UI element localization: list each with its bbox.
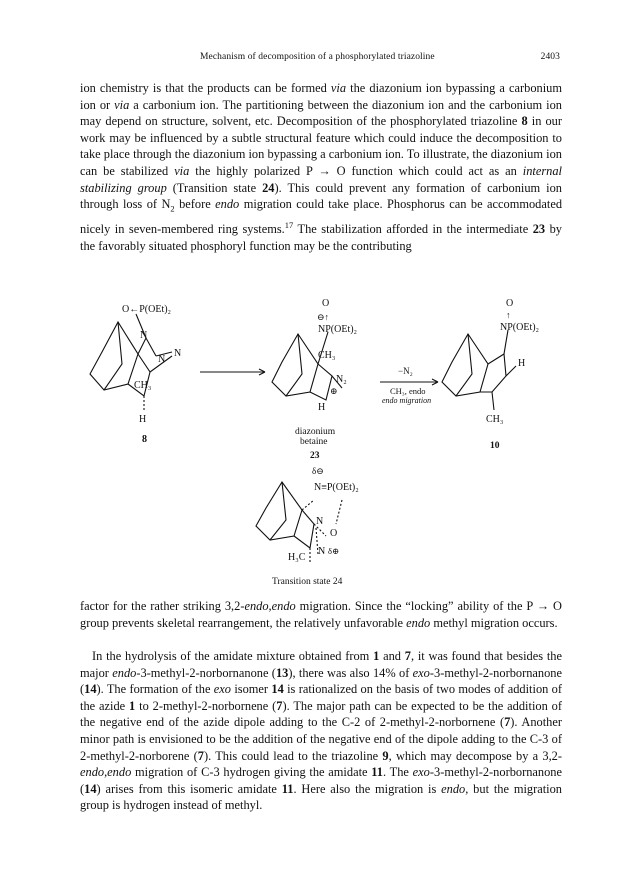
i23-caption-1: diazonium (295, 427, 336, 437)
paragraph3-run: 14 (84, 781, 97, 796)
ts24-delta-plus: δ⊕ (328, 546, 340, 556)
reaction-scheme-svg (60, 292, 580, 592)
paragraph3-run: migration of C-3 hydrogen giving the amidate (131, 765, 372, 780)
paragraph1-run: 17 (284, 220, 294, 231)
i23-charge: ⊖↑ (317, 312, 330, 322)
paragraph3-run: 7 (504, 715, 511, 730)
paragraph3-run: 1 (129, 698, 136, 713)
paragraph3-run: 1 (373, 649, 380, 663)
c10-hydrogen: H (518, 358, 526, 369)
paragraph1-run: 2 (170, 203, 175, 214)
c8-label: 8 (142, 434, 147, 445)
paragraph1-run: 8 (521, 114, 528, 129)
i23-phosphoryl: NP(OEt)₂ (318, 324, 358, 335)
i23-caption-2: betaine (300, 437, 328, 447)
paragraph3-run: and (379, 649, 405, 663)
paragraph1-run: (Transition state (166, 180, 263, 195)
paragraph3-run: 11 (371, 765, 383, 780)
paragraph2-run: factor for the rather striking 3,2- (80, 599, 245, 613)
paragraph3-run: , which may decompose by a 3,2- (388, 748, 562, 763)
paragraph3-run: 14 (84, 682, 97, 697)
ts24-oxygen: O (330, 528, 338, 539)
page-number: 2403 (540, 52, 560, 62)
c10-oxygen: O (506, 298, 514, 309)
paragraph2-run: methyl migration occurs. (430, 615, 558, 630)
paragraph1-run: ). This could prevent any formation of carbonium ion through loss of N (80, 180, 562, 212)
ts24-caption: Transition state 24 (272, 577, 343, 587)
paragraph3-run: ). The formation of the (96, 682, 214, 697)
c8-n2: N (158, 354, 166, 365)
arrow2-line1: CH₃, endo (390, 386, 426, 396)
ts24-delta-minus: δ⊖ (312, 466, 324, 476)
paragraph1-run: via (174, 163, 190, 178)
paragraph3-run: 7 (404, 649, 411, 663)
i23-hydrogen: H (318, 402, 326, 413)
i23-diazo: N₂ (336, 374, 347, 385)
paragraph1-run: The stabilization afforded in the intermediate (293, 222, 533, 237)
paragraph3-run: ). This could lead to the triazoline (203, 748, 383, 763)
reaction-scheme (60, 292, 580, 592)
i23-plus: ⊕ (330, 386, 338, 396)
c8-n3: N (174, 348, 182, 359)
paragraph1-run: 24 (262, 180, 275, 195)
paragraph3-run: . The (383, 765, 413, 780)
paragraph3-run: 13 (275, 665, 289, 680)
paragraph1-run: ion chemistry is that the products can be formed (80, 81, 331, 95)
paragraph3-run: exo (213, 682, 231, 697)
c10-label: 10 (490, 441, 500, 451)
c8-phosphoryl: O←P(OEt)₂ (122, 304, 172, 315)
paragraph3-run: ). Another minor path is envisioned to be the addition of the negative end of the dipole adding to the C-3 of 2-methyl-2-norborene ( (80, 715, 562, 763)
paragraph1-run: via (114, 97, 130, 112)
paragraph-2 (80, 598, 562, 631)
paragraph3-run: -3-methyl-2-norbornanone ( (80, 665, 562, 697)
arrow2-line2: endo migration (382, 396, 432, 405)
paragraph3-run: exo (412, 665, 430, 680)
paragraph3-run: 11 (281, 781, 294, 796)
paragraph3-run: ) arises from this isomeric amidate (96, 781, 282, 796)
paragraph3-run: 7 (276, 698, 283, 713)
paragraph3-run: , but the migration group is hydrogen instead of methyl. (80, 781, 562, 813)
paragraph3-run: ), there was also 14% of (288, 665, 413, 680)
ts24-n1: N (316, 516, 324, 527)
paragraph3-run: endo (441, 781, 466, 796)
paragraph3-run: is rationalized on the basis of two modes of addition of the azide (80, 682, 562, 713)
paragraph3-run: isomer (230, 682, 272, 697)
c8-n1: N (140, 330, 148, 341)
paragraph1-run: the highly polarized P → O function which could act as an (189, 163, 523, 178)
paragraph-3 (80, 648, 562, 814)
paragraph3-run: . Here also the migration is (293, 781, 442, 796)
paragraph3-run: to 2-methyl-2-norbornene ( (135, 698, 277, 713)
ts24-methyl: H₃C (288, 552, 306, 563)
paragraph3-run: In the hydrolysis of the amidate mixture obtained from (92, 649, 374, 663)
paragraph3-run: -3-methyl-2-norbornanone ( (80, 765, 562, 796)
i23-oxygen: O (322, 298, 330, 309)
c10-phosphoryl: NP(OEt)₂ (500, 322, 540, 333)
paragraph1-run: the diazonium ion bypassing a carbonium ion or (80, 81, 562, 112)
c10-arrow: ↑ (506, 310, 511, 320)
paragraph3-run: 14 (271, 682, 284, 697)
arrow2-top: −N₂ (398, 366, 413, 376)
paragraph1-run: a carbonium ion. The partitioning between the diazonium ion and the carbonium ion may depend on structure, solvent, etc. Decomposition of the phosphorylated triazoline (80, 97, 562, 129)
paragraph1-run: 23 (532, 222, 546, 237)
paragraph2-run: migration. Since the “locking” ability of the P → O group prevents skeletal rearrangement, the relatively unfavorable (80, 599, 562, 630)
paragraph1-run: via (330, 81, 347, 95)
paragraph1-run: in our work may be influenced by a subtle structural feature which could induce the decomposition to take place through the diazonium ion bypassing a carbonium ion. To illustrate, the diazonium ion can be stabilized (80, 114, 562, 178)
paragraph3-run: 9 (382, 748, 389, 763)
paragraph1-run: endo (215, 197, 240, 212)
paragraph3-run: -3-methyl-2-norbornanone ( (136, 665, 276, 680)
paragraph3-run: endo,endo (80, 765, 132, 780)
paragraph-1 (80, 80, 562, 255)
paragraph1-run: internal stabilizing group (80, 163, 562, 195)
paragraph3-run: 7 (197, 748, 204, 763)
paragraph3-run: , it was found that besides the major (80, 649, 562, 680)
c8-hydrogen: H (139, 414, 147, 425)
paragraph2-run: endo,endo (244, 599, 296, 613)
i23-label: 23 (310, 451, 320, 461)
paragraph1-run: before (174, 197, 216, 212)
running-title: Mechanism of decomposition of a phosphorylated triazoline (200, 52, 435, 62)
paragraph3-run: exo (412, 765, 430, 780)
c8-methyl: CH₃ (134, 380, 152, 391)
ts24-phosphoryl: N≡P(OEt)₂ (314, 482, 359, 493)
paragraph1-run: migration could take place. Phosphorus can be accommodated nicely in seven-membered ring systems. (80, 197, 563, 237)
paragraph1-run: by the favorably situated phosphoryl function may be the contributing (80, 222, 562, 253)
paragraph2-run: endo (406, 615, 431, 630)
paragraph3-run: endo (112, 665, 137, 680)
ts24-n2: N (318, 546, 326, 557)
c10-methyl: CH₃ (486, 414, 504, 425)
i23-methyl: CH₃ (318, 350, 336, 361)
paragraph3-run: ). The major path can be expected to be the addition of the negative end of the azide dipole adding to the C-2 of 2-methyl-2-norbornene ( (80, 698, 562, 730)
